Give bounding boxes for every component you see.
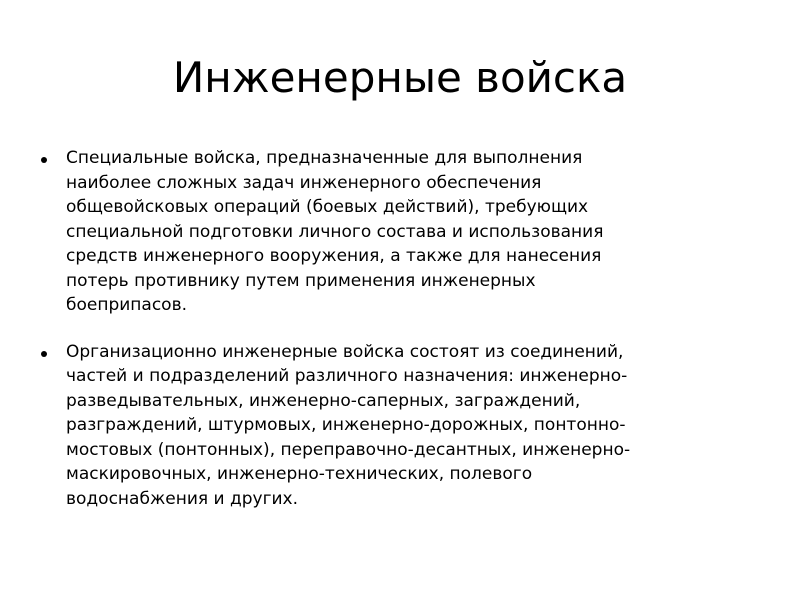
bullet-text-line: частей и подразделений различного назначения: инженерно- bbox=[66, 366, 628, 386]
bullet-text-line: средств инженерного вооружения, а также для нанесения bbox=[66, 246, 602, 266]
bullet-text-line: водоснабжения и других. bbox=[66, 488, 299, 509]
bullet-text-line: общевойсковых операций (боевых действий), требующих bbox=[66, 197, 589, 217]
bullet-list bbox=[38, 146, 773, 533]
bullet-text-line: маскировочных, инженерно-технических, полевого bbox=[66, 464, 533, 484]
bullet-text-line: мостовых (понтонных), переправочно-десантных, инженерно- bbox=[66, 439, 631, 460]
bullet-text-line: Организационно инженерные войска состоят из соединений, bbox=[66, 341, 624, 362]
bullet-item-definition bbox=[38, 146, 773, 318]
bullet-dot-icon bbox=[41, 157, 47, 163]
bullet-text-line: наиболее сложных задач инженерного обеспечения bbox=[66, 172, 542, 193]
bullet-dot-icon bbox=[41, 351, 47, 357]
bullet-text-line: специальной подготовки личного состава и использования bbox=[66, 221, 604, 242]
bullet-text-line: Специальные войска, предназначенные для выполнения bbox=[66, 148, 583, 168]
bullet-text-line: боеприпасов. bbox=[66, 295, 188, 315]
bullet-text-line: потерь противнику путем применения инженерных bbox=[66, 270, 536, 291]
slide-title: Инженерные войска bbox=[172, 53, 628, 102]
bullet-item-organization bbox=[38, 340, 773, 512]
bullet-text-line: разграждений, штурмовых, инженерно-дорожных, понтонно- bbox=[66, 415, 626, 435]
bullet-text-line: разведывательных, инженерно-саперных, заграждений, bbox=[66, 390, 581, 411]
